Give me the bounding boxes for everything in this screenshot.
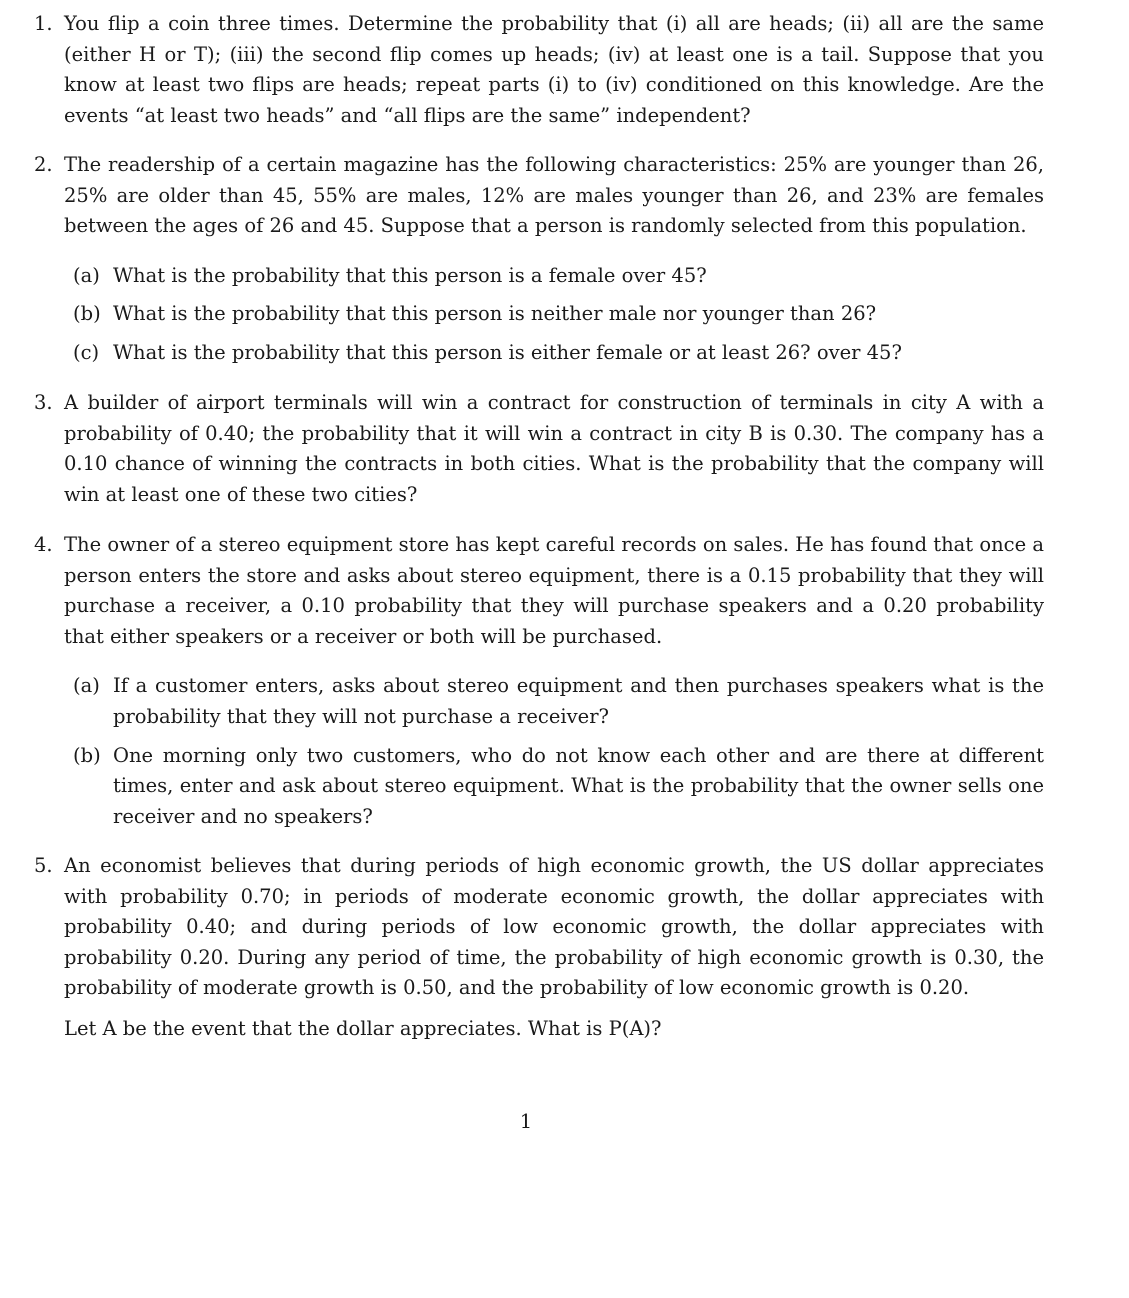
problem-number: 5.	[34, 854, 53, 877]
subpart-label: (c)	[73, 340, 100, 364]
subpart-b	[64, 741, 1044, 833]
subpart-a	[64, 261, 1044, 292]
problem-text: The owner of a stereo equipment store has kept careful records on sales. He has found that once a person enters the store and asks about stereo equipment, there is a 0.15 probability that they will purchase a receiver, a 0.10 probability that they will purchase speakers and a 0.20 probability that either speakers or a receiver or both will be purchased.	[64, 533, 1044, 648]
subpart-text: What is the probability that this person is a female over 45?	[113, 263, 707, 287]
subpart-text: One morning only two customers, who do not know each other and are there at different times, enter and ask about stereo equipment. What is the probability that the owner sells one receiver and no speakers?	[113, 743, 1044, 828]
problem-number: 2.	[34, 153, 53, 176]
problem-4	[34, 530, 1044, 832]
subpart-list	[34, 671, 1044, 832]
subpart-label: (a)	[73, 674, 100, 698]
problem-number: 4.	[34, 533, 53, 556]
problem-number: 3.	[34, 391, 53, 414]
subpart-text: If a customer enters, asks about stereo equipment and then purchases speakers what is the probability that they will not purchase a receiver?	[113, 674, 1044, 728]
subpart-a	[64, 671, 1044, 732]
subpart-b	[64, 299, 1044, 330]
subpart-label: (a)	[73, 263, 100, 287]
subpart-text: What is the probability that this person is neither male nor younger than 26?	[113, 302, 877, 326]
subpart-label: (b)	[73, 743, 101, 767]
problem-1	[34, 9, 1044, 131]
problem-text: You flip a coin three times. Determine the probability that (i) all are heads; (ii) all are the same (either H or T); (iii) the second flip comes up heads; (iv) at least one is a tail. Suppose that you know at least two flips are heads; repeat parts (i) to (iv) conditioned on this knowledge. Are the events “at least two heads” and “all flips are the same” independent?	[64, 12, 1044, 127]
problem-5	[34, 851, 1044, 1045]
problem-followup: Let A be the event that the dollar appreciates. What is P(A)?	[64, 1016, 662, 1040]
subpart-label: (b)	[73, 302, 101, 326]
subpart-c	[64, 338, 1044, 369]
page-number: 1	[519, 1110, 533, 1133]
problem-text: A builder of airport terminals will win a contract for construction of terminals in city A with a probability of 0.40; the probability that it will win a contract in city B is 0.30. The company has a 0.10 chance of winning the contracts in both cities. What is the probability that the company will win at least one of these two cities?	[64, 391, 1044, 506]
problem-text: The readership of a certain magazine has the following characteristics: 25% are younger than 26, 25% are older than 45, 55% are males, 12% are males younger than 26, and 23% are females between the ages of 26 and 45. Suppose that a person is randomly selected from this population.	[64, 153, 1044, 238]
problem-text: An economist believes that during periods of high economic growth, the US dollar appreciates with probability 0.70; in periods of moderate economic growth, the dollar appreciates with probability 0.40; and during periods of low economic growth, the dollar appreciates with probability 0.20. During any period of time, the probability of high economic growth is 0.30, the probability of moderate growth is 0.50, and the probability of low economic growth is 0.20.	[64, 854, 1044, 1000]
subpart-list	[34, 261, 1044, 369]
problem-2	[34, 150, 1044, 369]
subpart-text: What is the probability that this person is either female or at least 26? over 45?	[113, 340, 902, 364]
problem-number: 1.	[34, 12, 53, 35]
problem-3	[34, 388, 1044, 510]
